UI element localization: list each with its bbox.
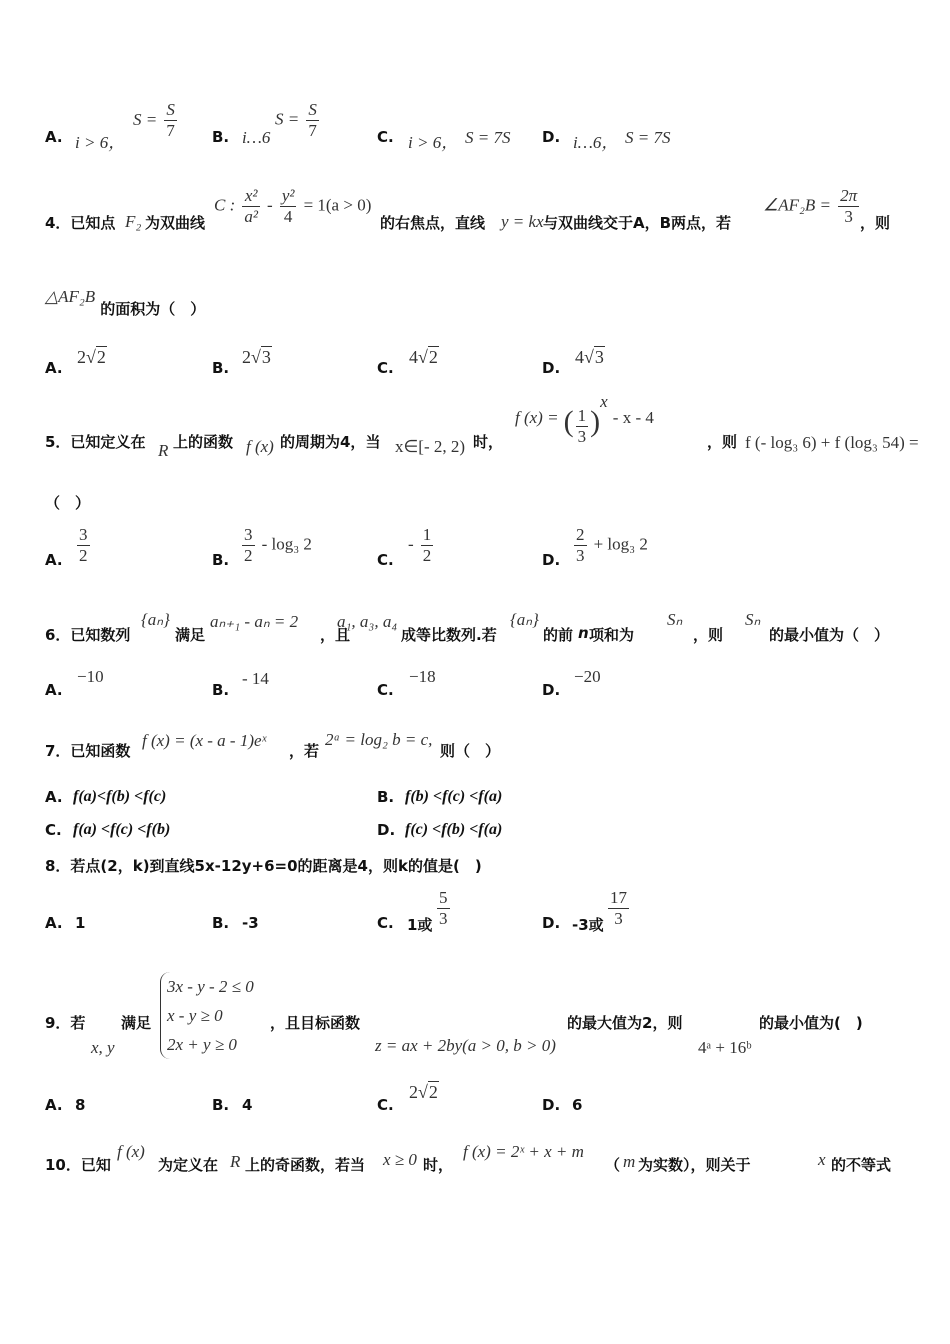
q3-option-d-expr: S = 7S — [625, 128, 671, 147]
q3-options — [45, 100, 745, 150]
q6-text-2: ，且 — [320, 626, 351, 644]
q4-prefix: 4．已知点 — [45, 214, 116, 232]
q7-cond: 2ᵃ = log₂ b = c, — [325, 730, 433, 749]
q10-cond: x ≥ 0 — [383, 1150, 417, 1169]
q4-b-coef: 2 — [242, 347, 251, 367]
q10-text-3: 时， — [423, 1156, 454, 1174]
q4-b-rad: 3 — [261, 347, 271, 367]
q4-curve — [214, 186, 371, 226]
q3-a-lhs: S = — [133, 109, 158, 129]
q4-curve-lhs: C : — [214, 195, 236, 215]
q5-base-den: 3 — [577, 427, 587, 446]
q9-option-b-label: B. — [212, 1096, 230, 1114]
q5-rparen: ) — [590, 405, 601, 438]
q4-y-frac — [280, 186, 297, 226]
q10-text-4: （ — [605, 1156, 621, 1174]
q3-a-num: S — [166, 100, 175, 119]
q6-option-a-value: −10 — [77, 667, 104, 686]
q3-b-lhs: S = — [275, 109, 300, 129]
q6-text-5: 项和为 — [589, 626, 635, 644]
q6-text-4: 的前 — [543, 626, 574, 644]
q8-option-d-label: D. — [542, 914, 561, 932]
q10-x: x — [818, 1150, 826, 1169]
q5-option-c-label: C. — [377, 551, 394, 569]
q6-sn-2: Sₙ — [745, 610, 761, 629]
q7-option-d-value: f(c) <f(b) <f(a) — [405, 821, 503, 838]
q9-option-a-label: A. — [45, 1096, 63, 1114]
q3-a-frac — [164, 100, 177, 140]
q10-fx: f (x) — [117, 1142, 145, 1161]
q3-b-num: S — [308, 100, 317, 119]
q4-a-rad: 2 — [96, 347, 106, 367]
q5-d-num: 2 — [576, 525, 585, 544]
q4-text-3: 与双曲线交于A，B两点，若 — [543, 214, 732, 232]
q3-option-a-cond: i > 6， — [75, 133, 126, 152]
q8-option-a-label: A. — [45, 914, 63, 932]
question-7 — [45, 728, 925, 763]
q6-seq-2: {aₙ} — [510, 610, 539, 629]
q10-prefix: 10．已知 — [45, 1156, 111, 1174]
q10-text-6: 的不等式 — [831, 1156, 892, 1174]
q5-interval: x∈[- 2, 2) — [395, 437, 466, 456]
q4-angle — [763, 186, 861, 226]
q8-d-num: 17 — [610, 888, 627, 907]
q6-text-7: 的最小值为（ ） — [769, 626, 890, 644]
q4-option-b-value: 2√3 — [242, 347, 271, 367]
q4-angle-num: 2π — [840, 186, 858, 205]
q5-option-c-value — [408, 525, 435, 565]
q5-text-2: 的周期为4，当 — [280, 433, 381, 451]
q5-set: R — [158, 441, 169, 460]
q8-c-den: 3 — [439, 908, 448, 928]
q5-d-frac — [574, 525, 587, 565]
q7-option-c-value: f(a) <f(c) <f(b) — [73, 821, 171, 838]
q6-text-6: ，则 — [693, 626, 724, 644]
q9-option-b-value: 4 — [242, 1096, 253, 1114]
q7-text-1: ，若 — [289, 742, 320, 760]
q3-a-den: 7 — [166, 120, 175, 140]
q9-option-d-label: D. — [542, 1096, 561, 1114]
q3-option-c-expr: S = 7S — [465, 128, 511, 147]
q5-option-b-value — [240, 525, 312, 565]
q4-option-d-value: 4√3 — [575, 347, 604, 367]
q8-option-d-frac — [608, 888, 629, 928]
q3-option-d-cond: i…6， — [573, 133, 619, 152]
q5-text-1: 上的函数 — [173, 433, 234, 451]
q5-b-rest: - log₃ 2 — [261, 534, 312, 554]
q4-option-d-label: D. — [542, 359, 561, 377]
q5-def-rest: - x - 4 — [612, 408, 654, 427]
q9-option-a-value: 8 — [75, 1096, 86, 1114]
q7-option-d-label: D. — [377, 821, 396, 839]
q5-options — [45, 525, 745, 575]
q7-option-a-label: A. — [45, 788, 63, 806]
q5-c-minus: - — [408, 534, 414, 554]
q5-option-b-label: B. — [212, 551, 230, 569]
q6-text-3: 成等比数列.若 — [401, 626, 497, 644]
q5-base-frac — [576, 406, 589, 446]
q9-text-2: ，且目标函数 — [270, 1014, 361, 1032]
q4-text-5: 的面积为（ ） — [100, 300, 206, 318]
q7-func: f (x) = (x - a - 1)eˣ — [142, 731, 267, 750]
q8-option-c-pre: 1或 — [407, 916, 433, 934]
q4-text-2: 的右焦点，直线 — [380, 214, 486, 232]
q3-b-frac — [306, 100, 319, 140]
q6-text-1: 满足 — [175, 626, 206, 644]
q5-lparen: ( — [563, 405, 574, 438]
q8-option-a-value: 1 — [75, 914, 86, 932]
q3-option-b-expr — [275, 100, 321, 140]
q6-prefix: 6．已知数列 — [45, 626, 131, 644]
q4-options — [45, 345, 745, 380]
q4-option-a-value: 2√2 — [77, 347, 106, 367]
q4-x2: x² — [242, 186, 260, 207]
q3-option-d-label: D. — [542, 128, 561, 146]
q9-text-1: 满足 — [121, 1014, 152, 1032]
q6-option-c-label: C. — [377, 681, 394, 699]
q9-constraint-3: 2x + y ≥ 0 — [167, 1035, 237, 1054]
q9-constraint-2: x - y ≥ 0 — [167, 1006, 223, 1025]
q9-option-c-label: C. — [377, 1096, 394, 1114]
q9-text-4: 的最小值为( ) — [759, 1014, 863, 1032]
q9-constraint-system — [160, 972, 254, 1059]
q3-b-den: 7 — [308, 120, 317, 140]
q9-target: 4ᵃ + 16ᵇ — [698, 1038, 752, 1057]
q4-d-coef: 4 — [575, 347, 584, 367]
question-5 — [45, 391, 925, 460]
q4-line: y = kx — [501, 212, 544, 231]
q9-constraint-1: 3x - y - 2 ≤ 0 — [167, 977, 254, 996]
q7-option-a-value: f(a)<f(b) <f(c) — [73, 788, 167, 805]
q10-text-5: 为实数），则关于 — [638, 1156, 751, 1174]
q6-n: n — [578, 624, 589, 642]
q6-sn: Sₙ — [667, 610, 683, 629]
q4-text-1: 为双曲线 — [145, 214, 206, 232]
question-6 — [45, 610, 925, 645]
q4-option-b-label: B. — [212, 359, 230, 377]
q8-option-d-pre: -3或 — [572, 916, 604, 934]
q4-point: F₂ — [125, 212, 142, 231]
q4-option-c-value: 4√2 — [409, 347, 438, 367]
q7-text-2: 则（ ） — [440, 742, 501, 760]
q6-option-c-value: −18 — [409, 667, 436, 686]
q4-option-c-label: C. — [377, 359, 394, 377]
q4-minus: - — [267, 195, 273, 215]
q6-option-b-label: B. — [212, 681, 230, 699]
q4-y2: y² — [281, 186, 295, 205]
q9-text-3: 的最大值为2，则 — [567, 1014, 683, 1032]
q7-prefix: 7．已知函数 — [45, 742, 131, 760]
q9-option-c-value: 2√2 — [409, 1082, 438, 1102]
q9-prefix: 9．若 — [45, 1014, 86, 1032]
q10-m: m — [623, 1152, 636, 1171]
question-9 — [45, 972, 925, 1062]
q10-set: R — [230, 1152, 241, 1171]
q6-option-a-label: A. — [45, 681, 63, 699]
q7-option-c-label: C. — [45, 821, 62, 839]
q4-option-a-label: A. — [45, 359, 63, 377]
q4-triangle: △AF₂B — [45, 287, 96, 306]
q6-option-d-label: D. — [542, 681, 561, 699]
q4-d-rad: 3 — [594, 347, 604, 367]
q5-text-4: ，则 — [707, 433, 738, 451]
q5-b-frac — [242, 525, 255, 565]
q9-objective: z = ax + 2by(a > 0, b > 0) — [375, 1036, 556, 1055]
q3-option-a-expr — [133, 100, 179, 140]
q7-option-b-label: B. — [377, 788, 395, 806]
q10-def: f (x) = 2ˣ + x + m — [463, 1142, 584, 1161]
q4-angle-lhs: ∠AF₂B = — [763, 195, 832, 215]
q3-option-a-label: A. — [45, 128, 63, 146]
q4-rhs: = 1(a > 0) — [303, 195, 372, 215]
q5-def-lhs: f (x) = — [515, 408, 559, 427]
q4-x-frac — [242, 186, 260, 226]
q8-option-c-frac — [437, 888, 450, 928]
q9-option-d-value: 6 — [572, 1096, 583, 1114]
q6-seq: {aₙ} — [141, 610, 170, 629]
q5-a-den: 2 — [79, 545, 88, 565]
q9-c-coef: 2 — [409, 1082, 418, 1102]
q5-b-den: 2 — [244, 545, 253, 565]
q5-text-3: 时， — [473, 433, 504, 451]
q4-a-coef: 2 — [77, 347, 86, 367]
q5-exponent: x — [600, 391, 608, 411]
q4-line-2 — [45, 286, 206, 318]
q6-option-b-value: - 14 — [242, 669, 269, 688]
q4-c-coef: 4 — [409, 347, 418, 367]
q5-paren: （ ） — [45, 494, 91, 512]
q5-ask: f (- log₃ 6) + f (log₃ 54) = — [745, 433, 919, 452]
q5-c-den: 2 — [422, 545, 432, 565]
q8-d-den: 3 — [614, 908, 623, 928]
q9-vars: x, y — [91, 1038, 115, 1057]
q5-option-d-value — [572, 525, 648, 565]
q8-option-c-label: C. — [377, 914, 394, 932]
q4-angle-frac — [838, 186, 859, 226]
q5-c-num: 1 — [422, 525, 432, 544]
q5-option-d-label: D. — [542, 551, 561, 569]
q5-definition — [515, 391, 654, 447]
q5-c-frac — [421, 525, 434, 565]
q8-options — [45, 888, 745, 938]
q6-option-d-value: −20 — [574, 667, 601, 686]
q8-option-b-label: B. — [212, 914, 230, 932]
q5-a-num: 3 — [79, 525, 88, 544]
question-8: 8．若点(2，k)到直线5x-12y+6=0的距离是4，则k的值是( ) — [45, 857, 482, 875]
q6-options — [45, 665, 745, 700]
q4-angle-den: 3 — [844, 206, 853, 226]
q5-prefix: 5．已知定义在 — [45, 433, 146, 451]
q6-recurrence: aₙ₊₁ - aₙ = 2 — [210, 612, 299, 631]
question-10 — [45, 1140, 925, 1175]
question-4 — [45, 186, 925, 236]
q6-terms: a₁, a₃, a₄ — [337, 612, 398, 631]
q5-d-den: 3 — [576, 545, 585, 565]
q5-option-a-frac — [77, 525, 90, 565]
q5-option-a-label: A. — [45, 551, 63, 569]
q4-c-rad: 2 — [428, 347, 438, 367]
q3-option-c-cond: i > 6， — [408, 133, 459, 152]
q5-base-num: 1 — [577, 406, 587, 426]
q10-text-1: 为定义在 — [158, 1156, 219, 1174]
q9-options — [45, 1082, 745, 1117]
q3-option-c-label: C. — [377, 128, 394, 146]
q4-a2: a² — [244, 206, 258, 226]
q5-d-rest: + log₃ 2 — [593, 534, 648, 554]
q3-option-b-cond: i…6 — [242, 128, 271, 147]
q7-option-b-value: f(b) <f(c) <f(a) — [405, 788, 503, 805]
q5-b-num: 3 — [244, 525, 253, 544]
q4-four: 4 — [283, 206, 293, 226]
q3-option-b-label: B. — [212, 128, 230, 146]
q8-option-b-value: -3 — [242, 914, 259, 932]
q5-fx: f (x) — [246, 437, 274, 456]
q8-c-num: 5 — [439, 888, 448, 907]
q4-text-4: ，则 — [860, 214, 891, 232]
q10-text-2: 上的奇函数，若当 — [245, 1156, 366, 1174]
q9-c-rad: 2 — [428, 1082, 438, 1102]
